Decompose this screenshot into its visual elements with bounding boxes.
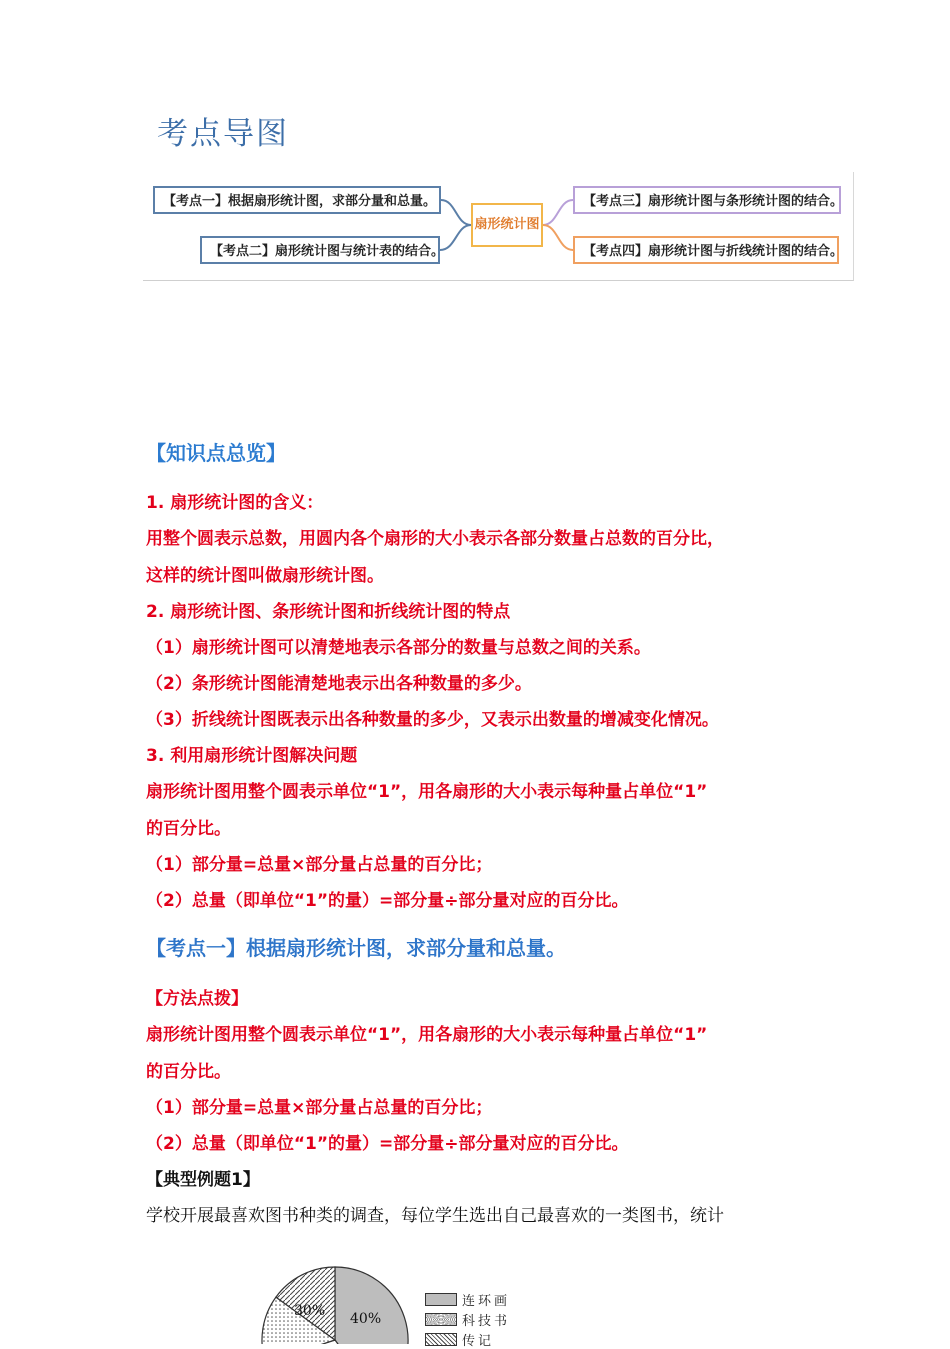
mindmap-node-3: 【考点三】扇形统计图与条形统计图的结合。 xyxy=(573,186,841,214)
legend-label: 传记 xyxy=(462,1334,495,1349)
overview-line: （2）总量（即单位“1”的量）=部分量÷部分量对应的百分比。 xyxy=(146,891,629,911)
overview-line: （1）扇形统计图可以清楚地表示各部分的数量与总数之间的关系。 xyxy=(146,638,651,658)
mindmap-node-4: 【考点四】扇形统计图与折线统计图的结合。 xyxy=(573,236,839,264)
page-title: 考点导图 xyxy=(157,116,289,152)
legend-swatch-biography xyxy=(425,1333,457,1346)
overview-line: 这样的统计图叫做扇形统计图。 xyxy=(146,566,384,586)
pie-slice-连环画 xyxy=(335,1267,408,1344)
method-heading: 【方法点拨】 xyxy=(146,989,248,1009)
overview-line: 3. 利用扇形统计图解决问题 xyxy=(146,746,358,766)
overview-line: （1）部分量=总量×部分量占总量的百分比； xyxy=(146,855,493,875)
pie-label-40: 40% xyxy=(350,1311,382,1327)
mindmap-node-2: 【考点二】扇形统计图与统计表的结合。 xyxy=(200,236,440,264)
legend-label: 连环画 xyxy=(462,1294,511,1309)
method-line: （1）部分量=总量×部分量占总量的百分比； xyxy=(146,1098,493,1118)
legend-swatch-comics xyxy=(425,1293,457,1306)
pie-label-30: 30% xyxy=(294,1303,326,1319)
method-line: 的百分比。 xyxy=(146,1062,231,1082)
overview-line: 用整个圆表示总数，用圆内各个扇形的大小表示各部分数量占总数的百分比， xyxy=(146,529,724,549)
legend-label: 科技书 xyxy=(462,1314,511,1329)
overview-line: 扇形统计图用整个圆表示单位“1”，用各扇形的大小表示每种量占单位“1” xyxy=(146,782,708,802)
overview-line: 的百分比。 xyxy=(146,819,231,839)
method-line: 扇形统计图用整个圆表示单位“1”，用各扇形的大小表示每种量占单位“1” xyxy=(146,1025,708,1045)
kaodian1-heading: 【考点一】根据扇形统计图，求部分量和总量。 xyxy=(146,936,566,960)
example-heading: 【典型例题1】 xyxy=(146,1170,260,1190)
overview-line: 2. 扇形统计图、条形统计图和折线统计图的特点 xyxy=(146,602,511,622)
overview-line: 1. 扇形统计图的含义： xyxy=(146,493,324,513)
pie-chart xyxy=(250,1255,410,1344)
mindmap-center: 扇形统计图 xyxy=(471,203,543,247)
example-text: 学校开展最喜欢图书种类的调查，每位学生选出自己最喜欢的一类图书，统计 xyxy=(146,1206,724,1226)
overview-heading: 【知识点总览】 xyxy=(146,441,286,465)
legend-swatch-science xyxy=(425,1313,457,1326)
mindmap-node-1: 【考点一】根据扇形统计图，求部分量和总量。 xyxy=(153,186,441,214)
overview-line: （3）折线统计图既表示出各种数量的多少，又表示出数量的增减变化情况。 xyxy=(146,710,719,730)
method-line: （2）总量（即单位“1”的量）=部分量÷部分量对应的百分比。 xyxy=(146,1134,629,1154)
overview-line: （2）条形统计图能清楚地表示出各种数量的多少。 xyxy=(146,674,532,694)
